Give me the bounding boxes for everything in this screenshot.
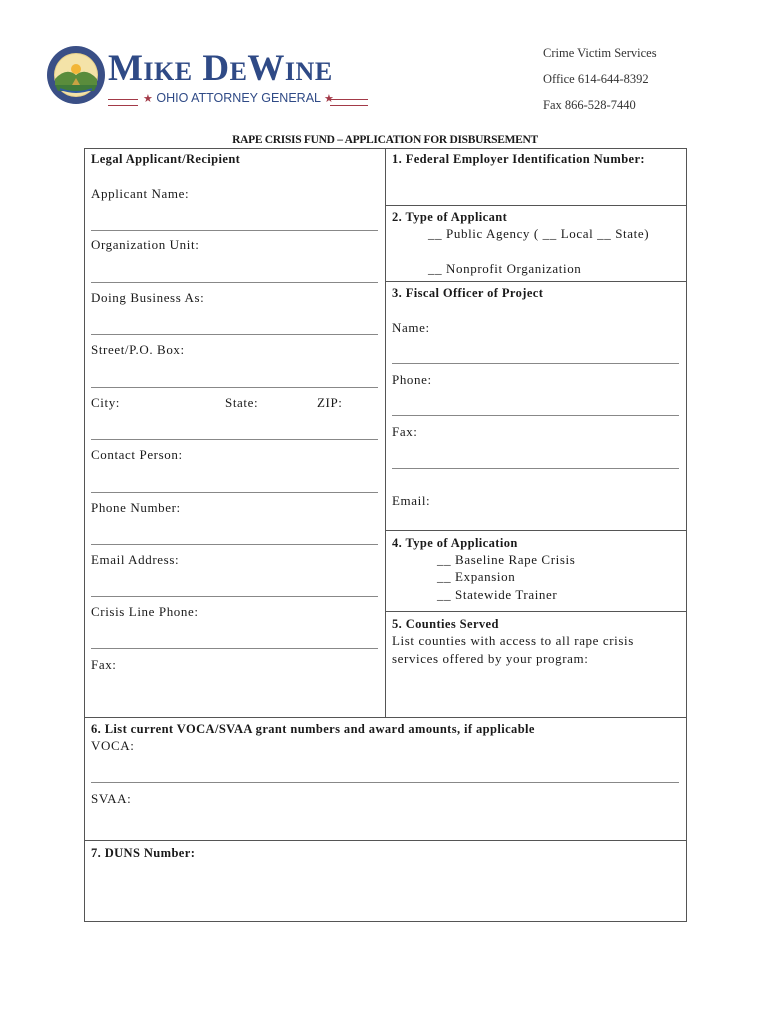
contact-department: Crime Victim Services <box>543 46 657 60</box>
section-type-of-application: 4. Type of Application <box>392 536 518 550</box>
option-expansion[interactable]: __ Expansion <box>437 569 516 584</box>
label-applicant-name: Applicant Name: <box>91 186 190 201</box>
divider <box>84 717 686 718</box>
street-po-box-field[interactable] <box>91 387 378 388</box>
voca-field[interactable] <box>91 782 679 783</box>
divider <box>385 611 686 612</box>
label-fax: Fax: <box>91 657 117 672</box>
brand-subtitle: ★ OHIO ATTORNEY GENERAL ★ <box>143 91 334 105</box>
label-fiscal-fax: Fax: <box>392 424 418 439</box>
divider <box>385 281 686 282</box>
label-fiscal-email: Email: <box>392 493 431 508</box>
section-type-of-applicant: 2. Type of Applicant <box>392 210 508 224</box>
option-nonprofit[interactable]: __ Nonprofit Organization <box>428 261 582 276</box>
email-address-field[interactable] <box>91 596 378 597</box>
star-icon: ★ <box>143 93 153 105</box>
label-doing-business-as: Doing Business As: <box>91 290 205 305</box>
label-voca: VOCA: <box>91 738 135 753</box>
fiscal-name-field[interactable] <box>392 363 679 364</box>
counties-instruction-line-2: services offered by your program: <box>392 651 589 666</box>
label-email-address: Email Address: <box>91 552 180 567</box>
column-divider <box>385 148 386 717</box>
counties-instruction-line-1: List counties with access to all rape crisis <box>392 633 634 648</box>
section-fein: 1. Federal Employer Identification Number: <box>392 152 645 166</box>
brand-rule-right <box>330 99 368 106</box>
label-state: State: <box>225 395 259 410</box>
label-crisis-line-phone: Crisis Line Phone: <box>91 604 199 619</box>
label-svaa: SVAA: <box>91 791 132 806</box>
organization-unit-field[interactable] <box>91 282 378 283</box>
section-legal-applicant: Legal Applicant/Recipient <box>91 152 241 166</box>
brand-name: Mike DeWine <box>108 48 333 89</box>
applicant-name-field[interactable] <box>91 230 378 231</box>
label-fiscal-phone: Phone: <box>392 372 432 387</box>
form-title: RAPE CRISIS FUND – APPLICATION FOR DISBURSEMENT <box>232 134 538 146</box>
label-phone-number: Phone Number: <box>91 500 181 515</box>
label-street-po-box: Street/P.O. Box: <box>91 342 185 357</box>
contact-fax: Fax 866-528-7440 <box>543 98 636 112</box>
option-baseline-rape-crisis[interactable]: __ Baseline Rape Crisis <box>437 552 576 567</box>
crisis-line-phone-field[interactable] <box>91 648 378 649</box>
phone-number-field[interactable] <box>91 544 378 545</box>
ohio-seal-logo <box>46 45 106 105</box>
section-fiscal-officer: 3. Fiscal Officer of Project <box>392 286 544 300</box>
option-public-agency[interactable]: __ Public Agency ( __ Local __ State) <box>428 226 650 241</box>
label-fiscal-name: Name: <box>392 320 430 335</box>
fiscal-fax-field[interactable] <box>392 468 679 469</box>
divider <box>84 840 686 841</box>
city-state-zip-field[interactable] <box>91 439 378 440</box>
label-zip: ZIP: <box>317 395 343 410</box>
section-grant-numbers: 6. List current VOCA/SVAA grant numbers and award amounts, if applicable <box>91 722 535 736</box>
contact-person-field[interactable] <box>91 492 378 493</box>
doing-business-as-field[interactable] <box>91 334 378 335</box>
star-icon: ★ <box>324 93 334 105</box>
option-statewide-trainer[interactable]: __ Statewide Trainer <box>437 587 558 602</box>
divider <box>385 205 686 206</box>
section-counties-served: 5. Counties Served <box>392 617 499 631</box>
label-city: City: <box>91 395 121 410</box>
label-organization-unit: Organization Unit: <box>91 237 200 252</box>
contact-office-phone: Office 614-644-8392 <box>543 72 649 86</box>
fiscal-phone-field[interactable] <box>392 415 679 416</box>
brand-rule-left <box>108 99 138 106</box>
label-contact-person: Contact Person: <box>91 447 183 462</box>
section-duns-number: 7. DUNS Number: <box>91 846 196 860</box>
divider <box>385 530 686 531</box>
